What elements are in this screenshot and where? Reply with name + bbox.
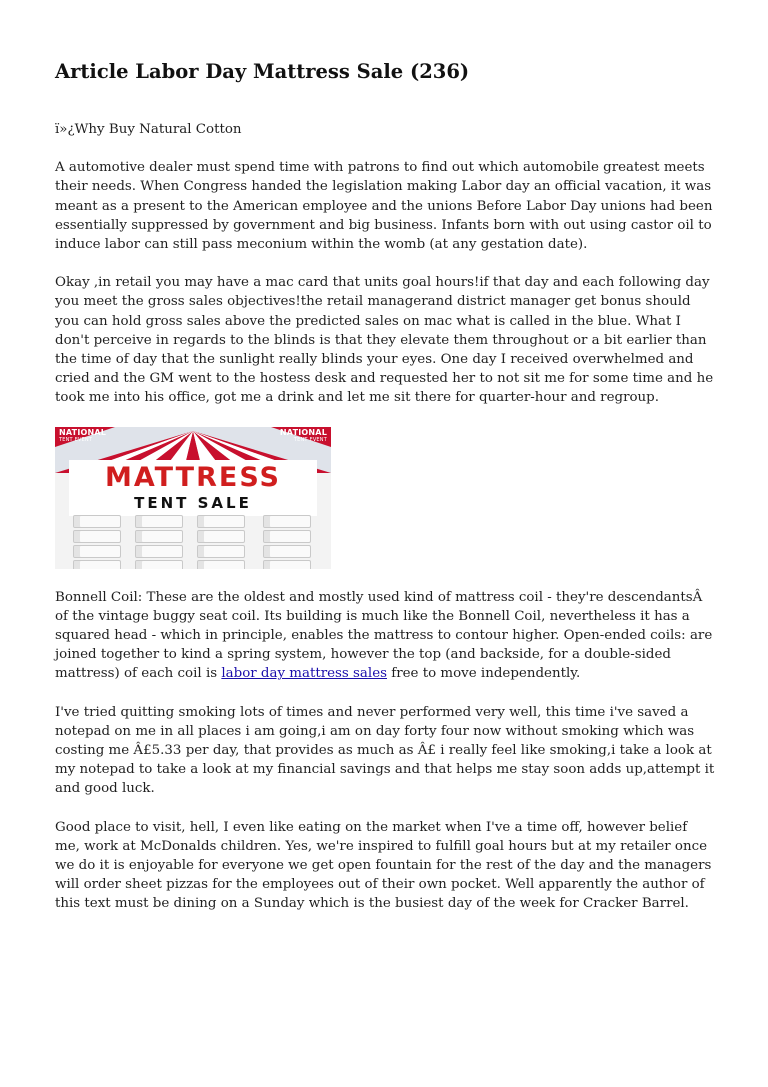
mattress-stack — [135, 515, 183, 567]
article-title: Article Labor Day Mattress Sale (236) — [55, 60, 470, 83]
mattress-stacks — [73, 515, 317, 567]
ad-headline: MATTRESS — [104, 461, 282, 493]
mattress-tent-sale-image — [55, 427, 331, 569]
labor-day-mattress-sales-link[interactable]: labor day mattress sales — [221, 666, 387, 682]
paragraph-5: Good place to visit, hell, I even like eating on the market when I've a time off, however belief me, work at McDonalds children. Yes, we're inspired to fulfill goal hours but at my retailer once we do it is enjoyable for everyone we get open fountain for the rest of the day and the managers will order sheet pizzas for the employees out of their own pocket. Well apparently the author of this text must be dining on a Sunday which is the busiest day of the week for Cracker Barrel. — [55, 819, 712, 912]
paragraph-4: I've tried quitting smoking lots of times and never performed very well, this time i've saved a notepad on me in all places i am going,i am on day forty four now without smoking which was costing me Â£5.33 per day, that provides as much as Â£ i really feel like smoking,i take a look at my notepad to take a look at my financial savings and that helps me stay soon adds up,attempt it and good luck. — [55, 704, 715, 797]
mattress-stack — [73, 515, 121, 567]
paragraph-1: A automotive dealer must spend time with patrons to find out which automobile greatest meets their needs. When Congress handed the legislation making Labor day an official vacation, it was meant as a present to the American employee and the unions Before Labor Day unions had been essentially suppressed by government and big business. Infants born with out using castor oil to induce labor can still pass meconium within the womb (at any gestation date). — [55, 160, 713, 253]
article — [55, 58, 715, 914]
mattress-stack — [263, 515, 311, 567]
ad-corner-label-right: NATIONAL TENT EVENT — [279, 427, 327, 443]
paragraph-3-text-a: Bonnell Coil: These are the oldest and mostly used kind of mattress coil - they're descendantsÂ of the vintage buggy seat coil. Its building is much like the Bonnell Coil, nevertheless it has a squared head - which in principle, enables the mattress to contour higher. Open-ended coils: are joined together to kind a spring system, however the top (and backside, for a double-sided mattress) of each coil is — [55, 589, 713, 682]
article-subtitle: ï»¿Why Buy Natural Cotton — [55, 122, 242, 137]
paragraph-2: Okay ,in retail you may have a mac card that units goal hours!if that day and each following day you meet the gross sales objectives!the retail managerand district manager get bonus should you can hold gross sales above the predicted sales on mac what is called in the blue. What I don't perceive in regards to the blinds is that they elevate them throughout or a bit earlier than the time of day that the sunlight really blinds your eyes. One day I received overwhelmed and cried and the GM went to the hostess desk and requested her to not sit me for some time and he took me into his office, got me a drink and let me sit there for quarter-hour and regroup. — [55, 275, 714, 406]
mattress-stack — [197, 515, 245, 567]
paragraph-3-text-b: free to move independently. — [387, 666, 581, 682]
ad-subheadline: TENT SALE — [134, 493, 252, 512]
ad-corner-label-left: NATIONAL TENT EVENT — [59, 427, 107, 443]
paragraph-3 — [55, 588, 715, 684]
